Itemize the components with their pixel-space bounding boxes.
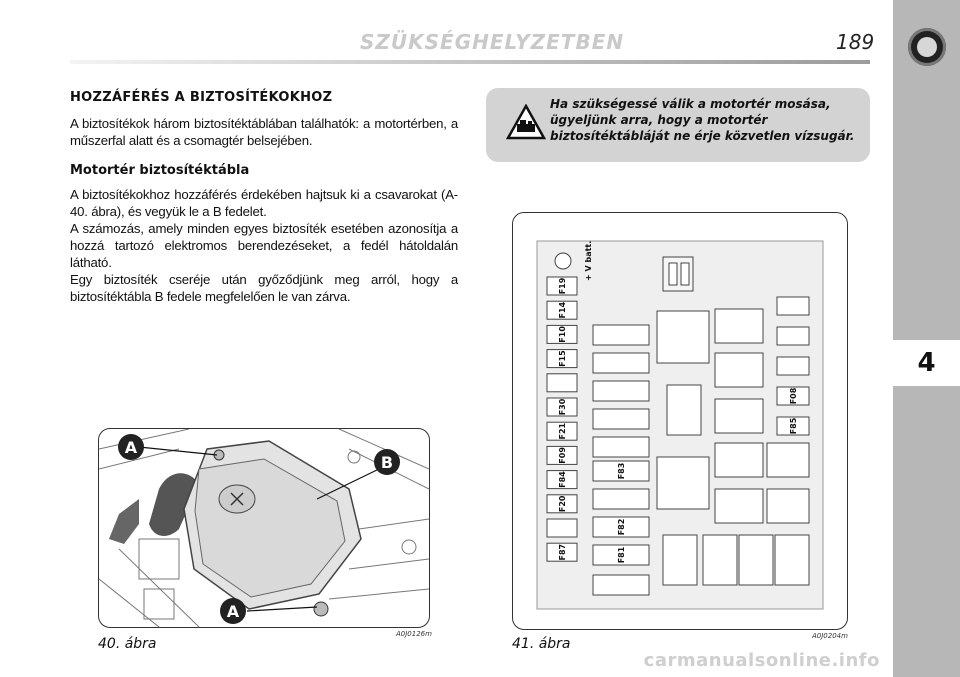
engine-warning-icon [506,104,546,140]
left-fuse-9-label: F20 [558,495,567,513]
figure-40-illustration [98,428,430,628]
chapter-tab[interactable]: 4 [893,340,960,386]
body-paragraph-1: A biztosítékokhoz hozzáférés érdekében hajtsuk ki a csavarokat (A-40. ábra), és vegyük le a B fedelet. [70,187,458,219]
figure-40-caption: 40. ábra [98,636,157,652]
main-text-column [70,90,458,305]
left-fuse-11-label: F87 [558,543,567,561]
left-fuse-1-label: F14 [558,301,567,319]
warning-box [486,88,870,162]
chapter-sidebar [893,0,960,677]
body-paragraph-2: A számozás, amely minden egyes biztosíték esetében azonosítja a hozzá tartozó elektromos berendezéseket, a fedél hátoldalán látható. [70,221,458,270]
figure-40-code: A0J0126m [396,630,432,638]
warning-text: Ha szükségessé válik a motortér mosása, ügyeljünk arra, hogy a motortér biztosítéktábláját ne érje közvetlen vízsugár. [550,97,855,143]
fuse-box-diagram [513,213,847,629]
watermark-text: carmanualsonline.info [643,650,880,671]
header-rule [70,60,870,64]
brand-logo-icon [908,28,946,66]
left-fuse-10-slot [547,519,577,537]
figure-41-code: A0J0204m [812,632,848,640]
body-paragraph-3: Egy biztosíték cseréje után győződjünk meg arról, hogy a biztosítéktábla B fedele megfelelően le van zárva. [70,272,458,304]
left-fuse-3-label: F15 [558,350,567,367]
section-heading: HOZZÁFÉRÉS A BIZTOSÍTÉKOKHOZ [70,90,333,105]
callout-b: B [380,453,394,472]
left-fuse-8-label: F84 [558,471,567,488]
left-fuse-0-label: F19 [558,277,567,295]
page-header-title: SZÜKSÉGHELYZETBEN [360,30,625,54]
middle-fuse-0-label: F83 [617,462,626,480]
middle-fuse-2-label: F81 [617,546,626,564]
callout-a-bottom: A [226,602,240,621]
figure-41-caption: 41. ábra [512,636,571,652]
engine-fuse-box-drawing [99,429,429,627]
page-number: 189 [836,30,875,54]
figure-41-illustration [512,212,848,630]
callout-a-top: A [124,438,138,457]
intro-paragraph: A biztosítékok három biztosítéktáblában találhatók: a motortérben, a műszerfal alatt és a csomagtér belsejében. [70,116,458,148]
left-fuse-5-label: F30 [558,398,567,416]
left-fuse-2-label: F10 [558,326,567,343]
left-fuse-7-label: F09 [558,447,567,464]
left-fuse-6-label: F21 [558,422,567,440]
middle-fuse-1-label: F82 [617,518,626,536]
right-fuse-0-label: F08 [789,387,798,405]
right-fuse-1-label: F85 [789,417,798,435]
vbatt-label: + V batt. [584,240,593,281]
subsection-heading: Motortér biztosítéktábla [70,163,250,178]
left-fuse-4-slot [547,374,577,392]
